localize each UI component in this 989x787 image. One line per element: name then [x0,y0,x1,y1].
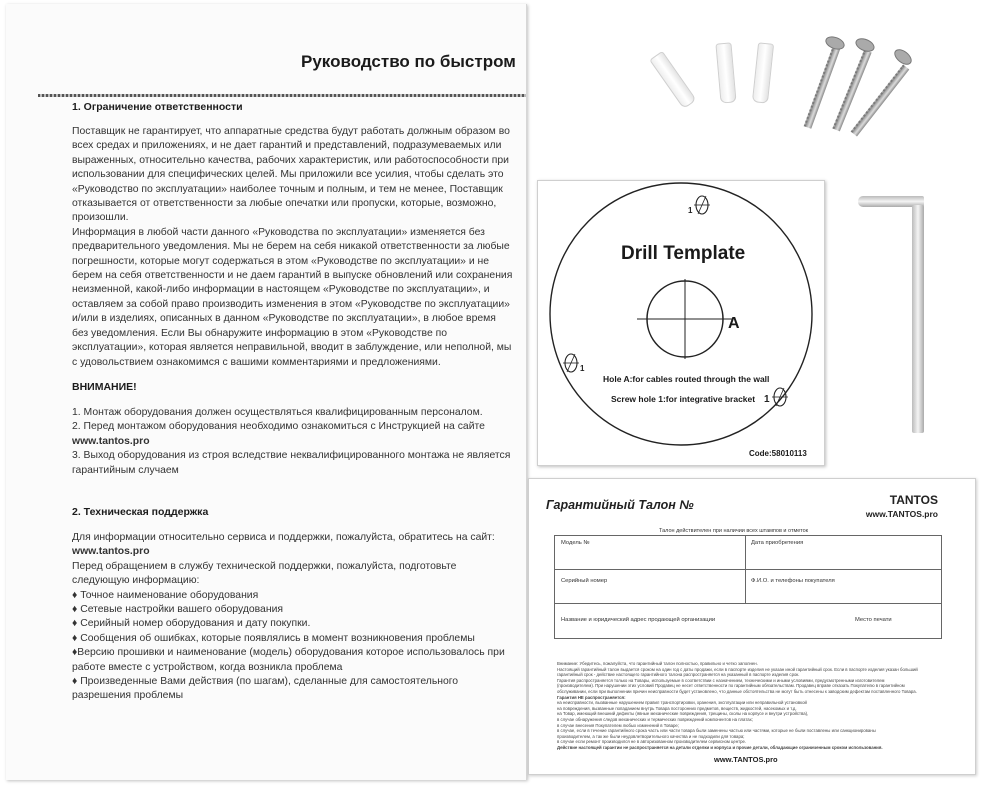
website-link: www.tantos.pro [72,546,150,558]
hole-a-description: Hole A:for cables routed through the wall [603,374,770,384]
validity-note: Талон действителен при наличии всех штампов и отметок [659,528,809,534]
text-line: отказывается от ответственности за любые опечатки или пропуски, которые, возможно, [72,198,497,210]
section1-text [72,125,517,370]
text-line: всех средах и приложениях, и не дает гарантий и представлений, подразумеваемых или [72,140,502,152]
form-divider [555,569,941,570]
bullet-item: ♦ Произведенные Вами действия (по шагам), сделанные для самостоятельного [72,676,459,688]
text-line: оставляем за собой право производить изменения в этом «Руководстве по эксплуатации» [72,298,510,310]
warranty-form [554,535,942,639]
terms-line: Настоящий гарантийный талон выдается сроком на один год с даты продажи, если в паспорте изделия не указан иной гарантийный срок. Если в паспорте изделия указан больший [557,666,918,672]
text-line: эксплуатации», которая является неправильной, вводит в заблуждение, или неполной, мы [72,342,512,354]
screw-hole-right [764,388,788,406]
terms-line: в случае, если в течение гарантийного срока часть или части товара были заменены частью или частями, которые не были поставлены или санкционированы [557,728,876,734]
terms-line: Внимание: Убедитесь, пожалуйста, что гарантийный талон полностью, правильно и четко заполнен. [557,661,758,666]
terms-line: в случае внесения Покупателем любых изменений в Товаре; [557,722,679,728]
terms-line: гарантийный срок - действие настоящего гарантийного талона распространяется на указанный в паспорте изделия срок. [557,672,800,678]
screw-head [853,36,876,55]
section1-heading: 1. Ограничение ответственности [72,101,243,113]
warranty-title: Гарантийный Талон № [546,498,694,512]
text-line: произошли. [72,212,129,224]
attention-text [72,406,517,478]
section2-text [72,531,517,704]
title-divider [38,94,526,97]
field-stamp: Место печати [855,617,892,623]
text-line: Поставщик не гарантирует, что аппаратные средства будут работать должным образом во [72,126,510,137]
text-line: Для информации относительно сервиса и поддержки, пожалуйста, обратитесь на сайт: [72,532,495,543]
template-code: Code:58010113 [749,449,807,458]
terms-line: (производителем). При нарушении этих условий Продавец не несет ответственности по гарантийным обязательствам. Продавец вправе отказать Покупателю в гарантийном [557,683,905,689]
screw-hole-left [563,354,585,373]
text-line: гарантийным случаем [72,464,179,476]
bullet-item: ♦ Сообщения об ошибках, которые появлялись в момент возникновения проблемы [72,632,475,644]
text-line: с удовольствием ознакомимся с вашими комментариями и предложениями. [72,356,441,368]
field-purchase-date: Дата приобретения [751,540,804,546]
form-divider [555,603,941,604]
warranty-terms [557,661,947,751]
text-line: без уведомления. Если Вы обнаружите информацию в этом «Руководстве по [72,327,448,339]
template-title: Drill Template [621,243,746,264]
terms-line: на Товар, имеющий внешний дефекты (явные механические повреждения, трещины, сколы на корпусе и внутри устройства), [557,711,809,717]
manual-sheet [6,4,527,780]
outline-circle [550,183,812,445]
terms-line: на неисправности, вызванные нарушением правил транспортировки, хранения, эксплуатации или неправильной установкой [557,700,807,706]
section2-heading: 2. Техническая поддержка [72,506,209,518]
brand-url: www.TANTOS.pro [865,509,938,519]
terms-line: на повреждения, вызванные попаданием внутрь Товара посторонних предметов, веществ, жидкостей, насекомых и т.д. [557,705,797,711]
wall-anchor [649,51,697,109]
text-line: предварительного уведомления. Мы не берем на себя никакой ответственности за любые [72,241,510,253]
drill-template-card [537,180,825,466]
drill-template-drawing [538,181,824,465]
text-line: 3. Выход оборудования из строя вследствие неквалифицированного монтажа не является [72,450,511,462]
field-serial: Серийный номер [561,578,608,584]
brand-logo: TANTOS [889,493,938,507]
text-line: Перед обращением в службу технической поддержки, пожалуйста, подготовьте [72,560,457,572]
hex-key-long-arm [912,205,924,433]
text-line: берем на себя ответственности и не даем гарантий в выпуске обновлений или сохранения [72,270,513,282]
text-line: Информация в любой части данного «Руководства по эксплуатации» изменяется без [72,226,485,238]
text-line: и/или в изделиях, описанных в данном «Руководстве по эксплуатации», в любое время [72,313,496,325]
wall-anchor [752,42,774,103]
text-line: работе вместе с устройством, когда возникла проблема [72,661,343,673]
screw-hole-label: 1 [580,364,585,373]
wall-anchor [715,42,736,103]
text-line: следующую информацию: [72,575,200,587]
screw-hole-label: 1 [764,394,770,405]
text-line: погрешности, которые могут содержаться в этом «Руководстве по эксплуатации» и не [72,255,490,267]
screw-hole-top [688,196,710,215]
field-buyer: Ф.И.О. и телефоны покупателя [751,578,835,584]
screw-hole-label: 1 [688,206,693,215]
text-line: неизменной, какой-либо информации в настоящем «Руководстве по эксплуатации», и [72,284,490,296]
website-link: www.tantos.pro [72,435,150,447]
hole-a-label: A [728,315,740,332]
bullet-item: ♦ Точное наименование оборудования [72,589,259,601]
terms-line: производителем, а так же были неудовлетворительного качества и не подходили для товара; [557,733,745,739]
footer-url: www.TANTOS.pro [714,755,778,764]
bullet-item: ♦ Серийный номер оборудования и дату покупки. [72,618,311,630]
bullet-item: ♦ Сетевые настройки вашего оборудования [72,604,284,616]
manual-title: Руководство по быстром [301,52,516,71]
terms-line: Гарантия НЕ распространяется: [557,694,626,700]
text-line: разрешения проблемы [72,690,184,702]
warranty-card [528,478,976,775]
form-divider [745,536,746,603]
field-seller: Название и юридический адрес продающей организации [561,617,716,623]
screw-head [824,34,847,52]
terms-line: обслуживании, если при выполнении причин неисправности будет установлено, что данные обстоятельства не могут быть отнесены к заводским дефектам поставленного Товара. [557,688,917,694]
attention-heading: ВНИМАНИЕ! [72,381,137,393]
terms-line: в случае если ремонт производился не в авторизованном производителем сервисном центре. [557,739,747,745]
text-line: использовании для специфических целей. Мы приложили все усилия, чтобы сделать это [72,169,504,181]
terms-line: Гарантия распространяется только на Товары, используемые в соответствии с назначением, техническими и иными условиями, предусмотренными изготовителем [557,677,885,683]
terms-line: Действие настоящей гарантии не распространяется на детали отделки и корпуса и прочие детали, обладающие ограниченным сроком использования. [557,744,883,750]
bullet-item: ♦Версию прошивки и наименование (модель) оборудования которое использовалось при [72,647,505,659]
text-line: выраженных, относительно качества, рабочих характеристик, или работоспособности при [72,154,509,166]
screw-hole-description: Screw hole 1:for integrative bracket [611,394,756,404]
field-model: Модель № [561,540,590,546]
text-line: 2. Перед монтажом оборудования необходимо ознакомиться с Инструкцией на сайте [72,421,485,433]
text-line: «Руководство по эксплуатации» наиболее точным и полным, и тем не менее, Поставщик [72,183,503,195]
screw [804,46,841,129]
text-line: 1. Монтаж оборудования должен осуществляться квалифицированным персоналом. [72,407,483,418]
terms-line: в случае обнаружения следов механических и термических повреждений компонентов на платах; [557,716,754,722]
